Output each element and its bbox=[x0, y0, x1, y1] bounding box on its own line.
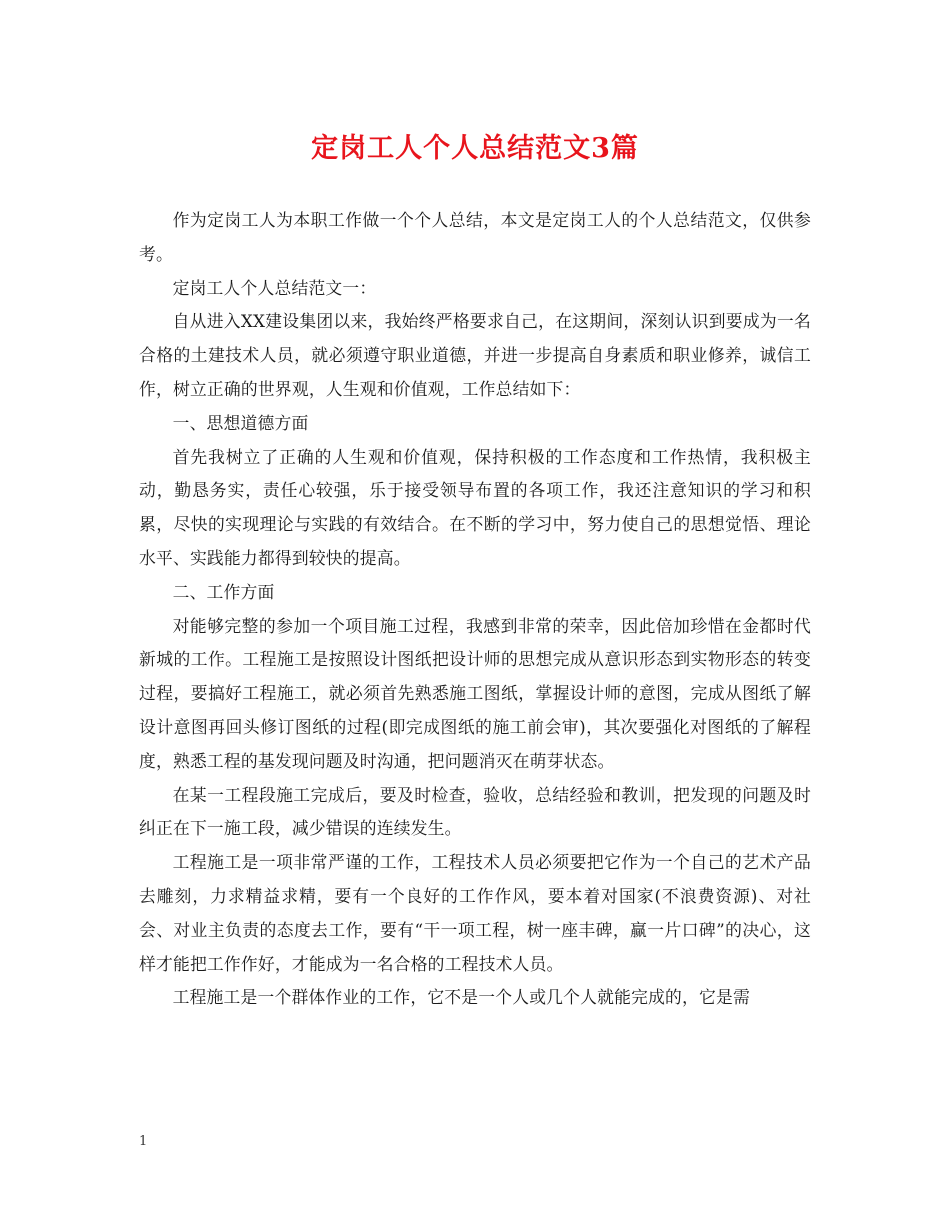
paragraph-work: 对能够完整的参加一个项目施工过程，我感到非常的荣幸，因此倍加珍惜在金都时代新城的工作。工程施工是按照设计图纸把设计师的思想完成从意识形态到实物形态的转变过程，要搞好工程施工，就必须首先熟悉施工图纸，掌握设计师的意图，完成从图纸了解设计意图再回头修订图纸的过程(即完成图纸的施工前会审)，其次要强化对图纸的了解程度，熟悉工程的基发现问题及时沟通，把问题消灭在萌芽状态。 bbox=[139, 615, 811, 771]
paragraph-heading-ethics: 一、思想道德方面 bbox=[172, 412, 309, 433]
paragraph-intro: 作为定岗工人为本职工作做一个个人总结，本文是定岗工人的个人总结范文，仅供参考。 bbox=[139, 210, 811, 264]
paragraph-section-heading: 定岗工人个人总结范文一： bbox=[172, 277, 377, 298]
paragraph-teamwork: 工程施工是一个群体作业的工作，它不是一个人或几个人就能完成的，它是需 bbox=[172, 987, 750, 1008]
page-number: 1 bbox=[139, 1134, 148, 1149]
paragraph-ethics: 首先我树立了正确的人生观和价值观，保持积极的工作态度和工作热情，我积极主动，勤恳务实，责任心较强，乐于接受领导布置的各项工作，我还注意知识的学习和积累，尽快的实现理论与实践的有效结合。在不断的学习中，努力使自己的思想觉悟、理论水平、实践能力都得到较快的提高。 bbox=[139, 446, 811, 568]
paragraph-heading-work: 二、工作方面 bbox=[172, 581, 275, 602]
paragraph-rigor: 工程施工是一项非常严谨的工作，工程技术人员必须要把它作为一个自己的艺术产品去雕刻，力求精益求精，要有一个良好的工作作风，要本着对国家(不浪费资源)、对社会、对业主负责的态度去工作，要有“干一项工程，树一座丰碑，赢一片口碑”的决心，这样才能把工作作好，才能成为一名合格的工程技术人员。 bbox=[139, 852, 811, 974]
paragraph-inspection: 在某一工程段施工完成后，要及时检查，验收，总结经验和教训，把发现的问题及时纠正在下一施工段，减少错误的连续发生。 bbox=[139, 784, 811, 839]
document-body bbox=[139, 204, 811, 1015]
paragraph-opening: 自从进入XX建设集团以来，我始终严格要求自己，在这期间，深刻认识到要成为一名合格的土建技术人员，就必须遵守职业道德，并进一步提高自身素质和职业修养，诚信工作，树立正确的世界观，人生观和价值观，工作总结如下： bbox=[139, 311, 811, 399]
document-title: 定岗工人个人总结范文3篇 bbox=[311, 133, 639, 164]
